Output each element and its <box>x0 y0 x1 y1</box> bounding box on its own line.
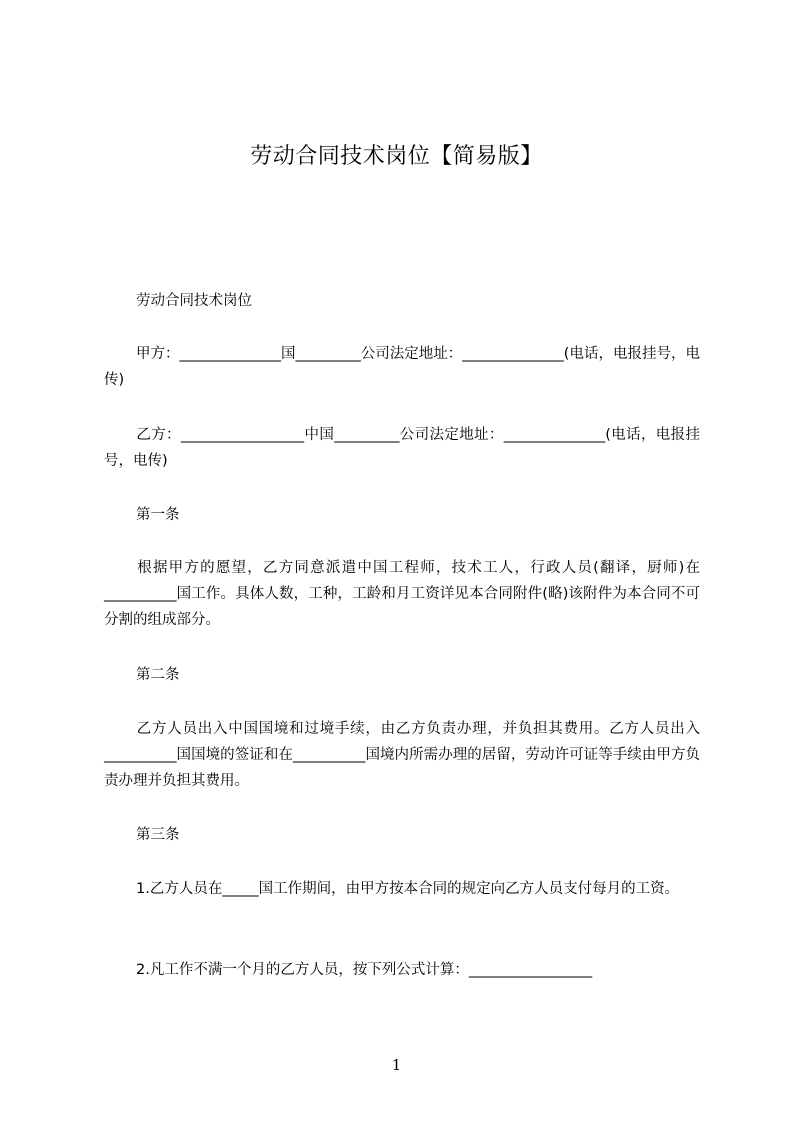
paragraph-party-b <box>104 422 700 474</box>
paragraph-text: 第一条 <box>136 507 180 523</box>
paragraph-text: 乙方：_________________中国_________公司法定地址：______________(电话，电报挂号，电传) <box>104 427 700 469</box>
paragraph-text: 2.凡工作不满一个月的乙方人员，按下列公式计算：_________________ <box>136 962 593 978</box>
paragraph-text: 第二条 <box>136 667 180 683</box>
paragraph-party-a <box>104 341 700 393</box>
article-3-clause-1 <box>104 876 700 902</box>
article-heading-3 <box>104 822 700 848</box>
paragraph-text: 乙方人员出入中国国境和过境手续，由乙方负责办理，并负担其费用。乙方人员出入__________国国境的签证和在__________国境内所需办理的居留，劳动许可证等手续由甲方负责办理并负担其费用。 <box>104 721 700 789</box>
document-title: 劳动合同技术岗位【简易版】 <box>250 144 543 169</box>
article-heading-2 <box>104 662 700 688</box>
page-number: 1 <box>391 1056 402 1074</box>
article-1-body <box>104 555 700 633</box>
paragraph-text: 第三条 <box>136 827 180 843</box>
paragraph-text: 根据甲方的愿望，乙方同意派遣中国工程师，技术工人，行政人员(翻译，厨师)在__________国工作。具体人数，工种，工龄和月工资详见本合同附件(略)该附件为本合同不可分割的组成部分。 <box>104 560 700 628</box>
article-2-body <box>104 716 700 794</box>
paragraph-subtitle <box>104 288 700 314</box>
article-heading-1 <box>104 502 700 528</box>
paragraph-text: 甲方：______________国_________公司法定地址：______________(电话，电报挂号，电传) <box>104 346 700 388</box>
article-3-clause-2 <box>104 957 700 983</box>
paragraph-text: 1.乙方人员在_____国工作期间，由甲方按本合同的规定向乙方人员支付每月的工资。 <box>136 881 680 897</box>
paragraph-text: 劳动合同技术岗位 <box>136 293 252 309</box>
